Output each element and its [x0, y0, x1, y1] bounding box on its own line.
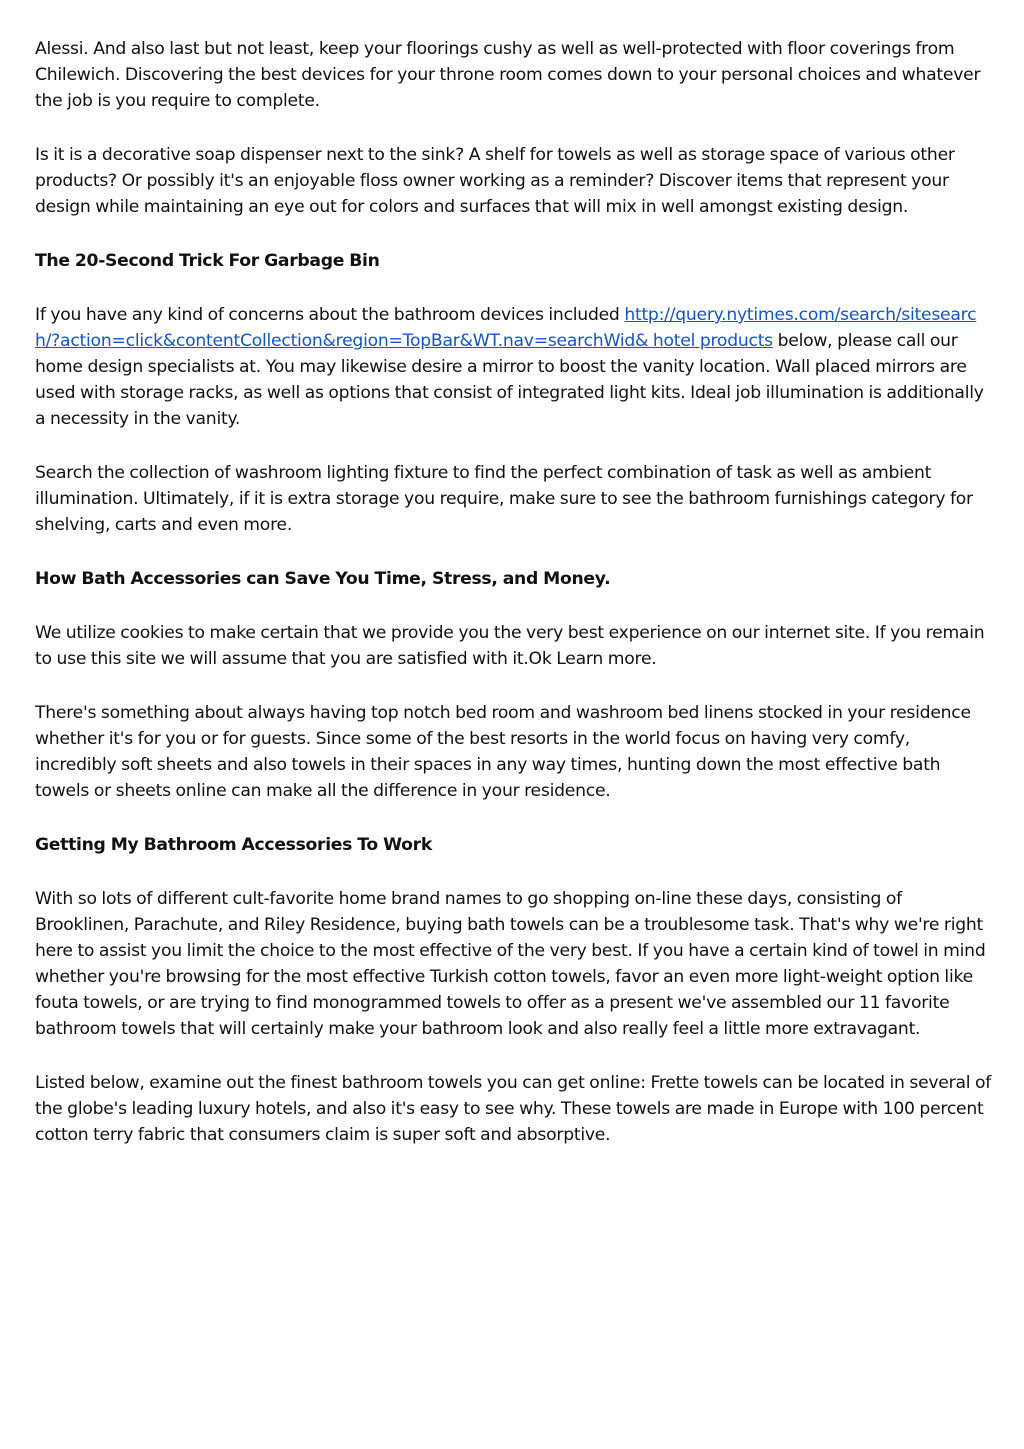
heading-garbage-bin: The 20-Second Trick For Garbage Bin	[35, 251, 380, 271]
heading-bath-accessories: How Bath Accessories can Save You Time, Stress, and Money.	[35, 569, 611, 589]
paragraph-text-before-link: If you have any kind of concerns about the bathroom devices included	[35, 305, 625, 325]
paragraph-bathroom-devices	[35, 302, 993, 432]
paragraph-intro: Alessi. And also last but not least, keep your floorings cushy as well as well-protected with floor coverings from Chilewich. Discovering the best devices for your throne room comes down to your personal choices and whatever the job is you require to complete.	[35, 39, 981, 111]
hotel-products-link[interactable]: http://query.nytimes.com/search/sitesearch/?action=click&contentCollection&region=TopBar&WT.nav=searchWid& hotel products	[35, 305, 977, 351]
document-page	[35, 36, 993, 1176]
paragraph-text-after-link: below, please call our home design specialists at. You may likewise desire a mirror to boost the vanity location. Wall placed mirrors are used with storage racks, as well as options that consist of integrated light kits. Ideal job illumination is additionally a necessity in the vanity.	[35, 331, 984, 429]
paragraph-decorative-items: Is it is a decorative soap dispenser next to the sink? A shelf for towels as well as storage space of various other products? Or possibly it's an enjoyable floss owner working as a reminder? Discover items that represent your design while maintaining an eye out for colors and surfaces that will mix in well amongst existing design.	[35, 145, 955, 217]
paragraph-linens: There's something about always having top notch bed room and washroom bed linens stocked in your residence whether it's for you or for guests. Since some of the best resorts in the world focus on having very comfy, incredibly soft sheets and also towels in their spaces in any way times, hunting down the most effective bath towels or sheets online can make all the difference in your residence.	[35, 703, 971, 801]
paragraph-cookies: We utilize cookies to make certain that we provide you the very best experience on our internet site. If you remain to use this site we will assume that you are satisfied with it.Ok Learn more.	[35, 623, 985, 669]
heading-bathroom-accessories-work: Getting My Bathroom Accessories To Work	[35, 835, 432, 855]
paragraph-brand-names: With so lots of different cult-favorite home brand names to go shopping on-line these days, consisting of Brooklinen, Parachute, and Riley Residence, buying bath towels can be a troublesome task. That's why we're right here to assist you limit the choice to the most effective of the very best. If you have a certain kind of towel in mind whether you're browsing for the most effective Turkish cotton towels, favor an even more light-weight option like fouta towels, or are trying to find monogrammed towels to offer as a present we've assembled our 11 favorite bathroom towels that will certainly make your bathroom look and also really feel a little more extravagant.	[35, 889, 986, 1039]
paragraph-frette-towels: Listed below, examine out the finest bathroom towels you can get online: Frette towels can be located in several of the globe's leading luxury hotels, and also it's easy to see why. These towels are made in Europe with 100 percent cotton terry fabric that consumers claim is super soft and absorptive.	[35, 1073, 992, 1145]
paragraph-lighting: Search the collection of washroom lighting fixture to find the perfect combination of task as well as ambient illumination. Ultimately, if it is extra storage you require, make sure to see the bathroom furnishings category for shelving, carts and even more.	[35, 463, 973, 535]
